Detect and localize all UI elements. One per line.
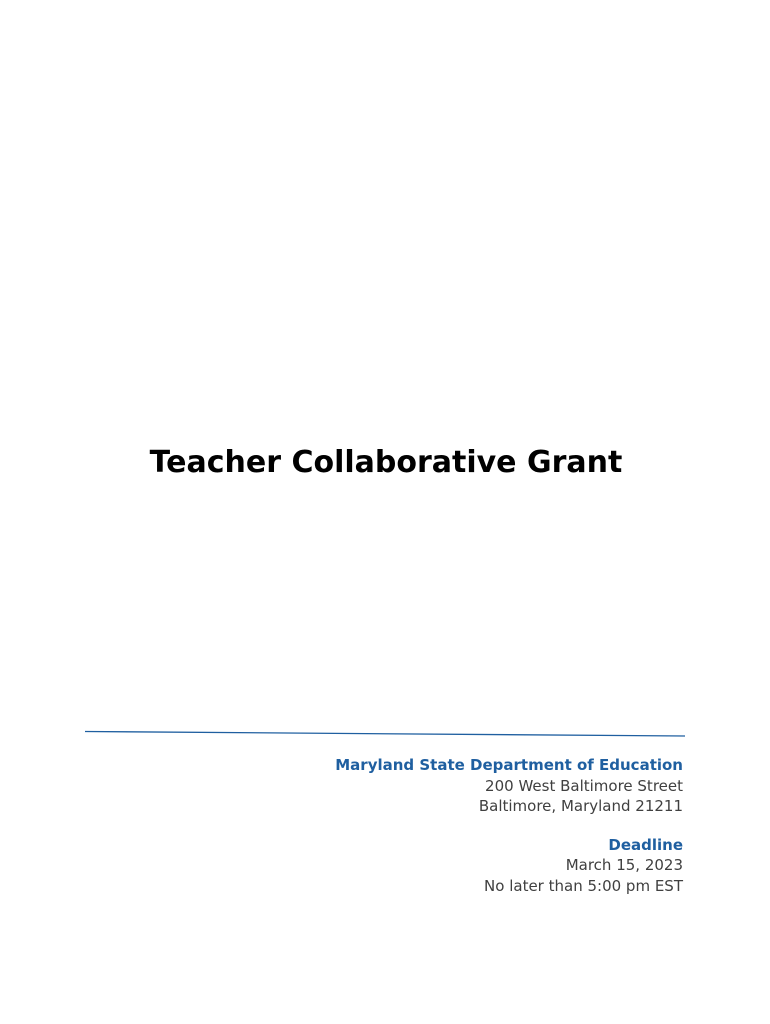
divider-rule <box>85 728 685 738</box>
deadline-block <box>163 835 683 897</box>
organization-name: Maryland State Department of Education <box>335 756 683 774</box>
deadline-heading: Deadline <box>608 835 683 854</box>
contact-block <box>163 755 683 896</box>
deadline-date: March 15, 2023 <box>565 856 683 874</box>
document-title: Teacher Collaborative Grant <box>149 445 623 480</box>
deadline-time: No later than 5:00 pm EST <box>484 876 683 895</box>
address-street: 200 West Baltimore Street <box>485 776 683 795</box>
address-city: Baltimore, Maryland 21211 <box>478 797 683 815</box>
